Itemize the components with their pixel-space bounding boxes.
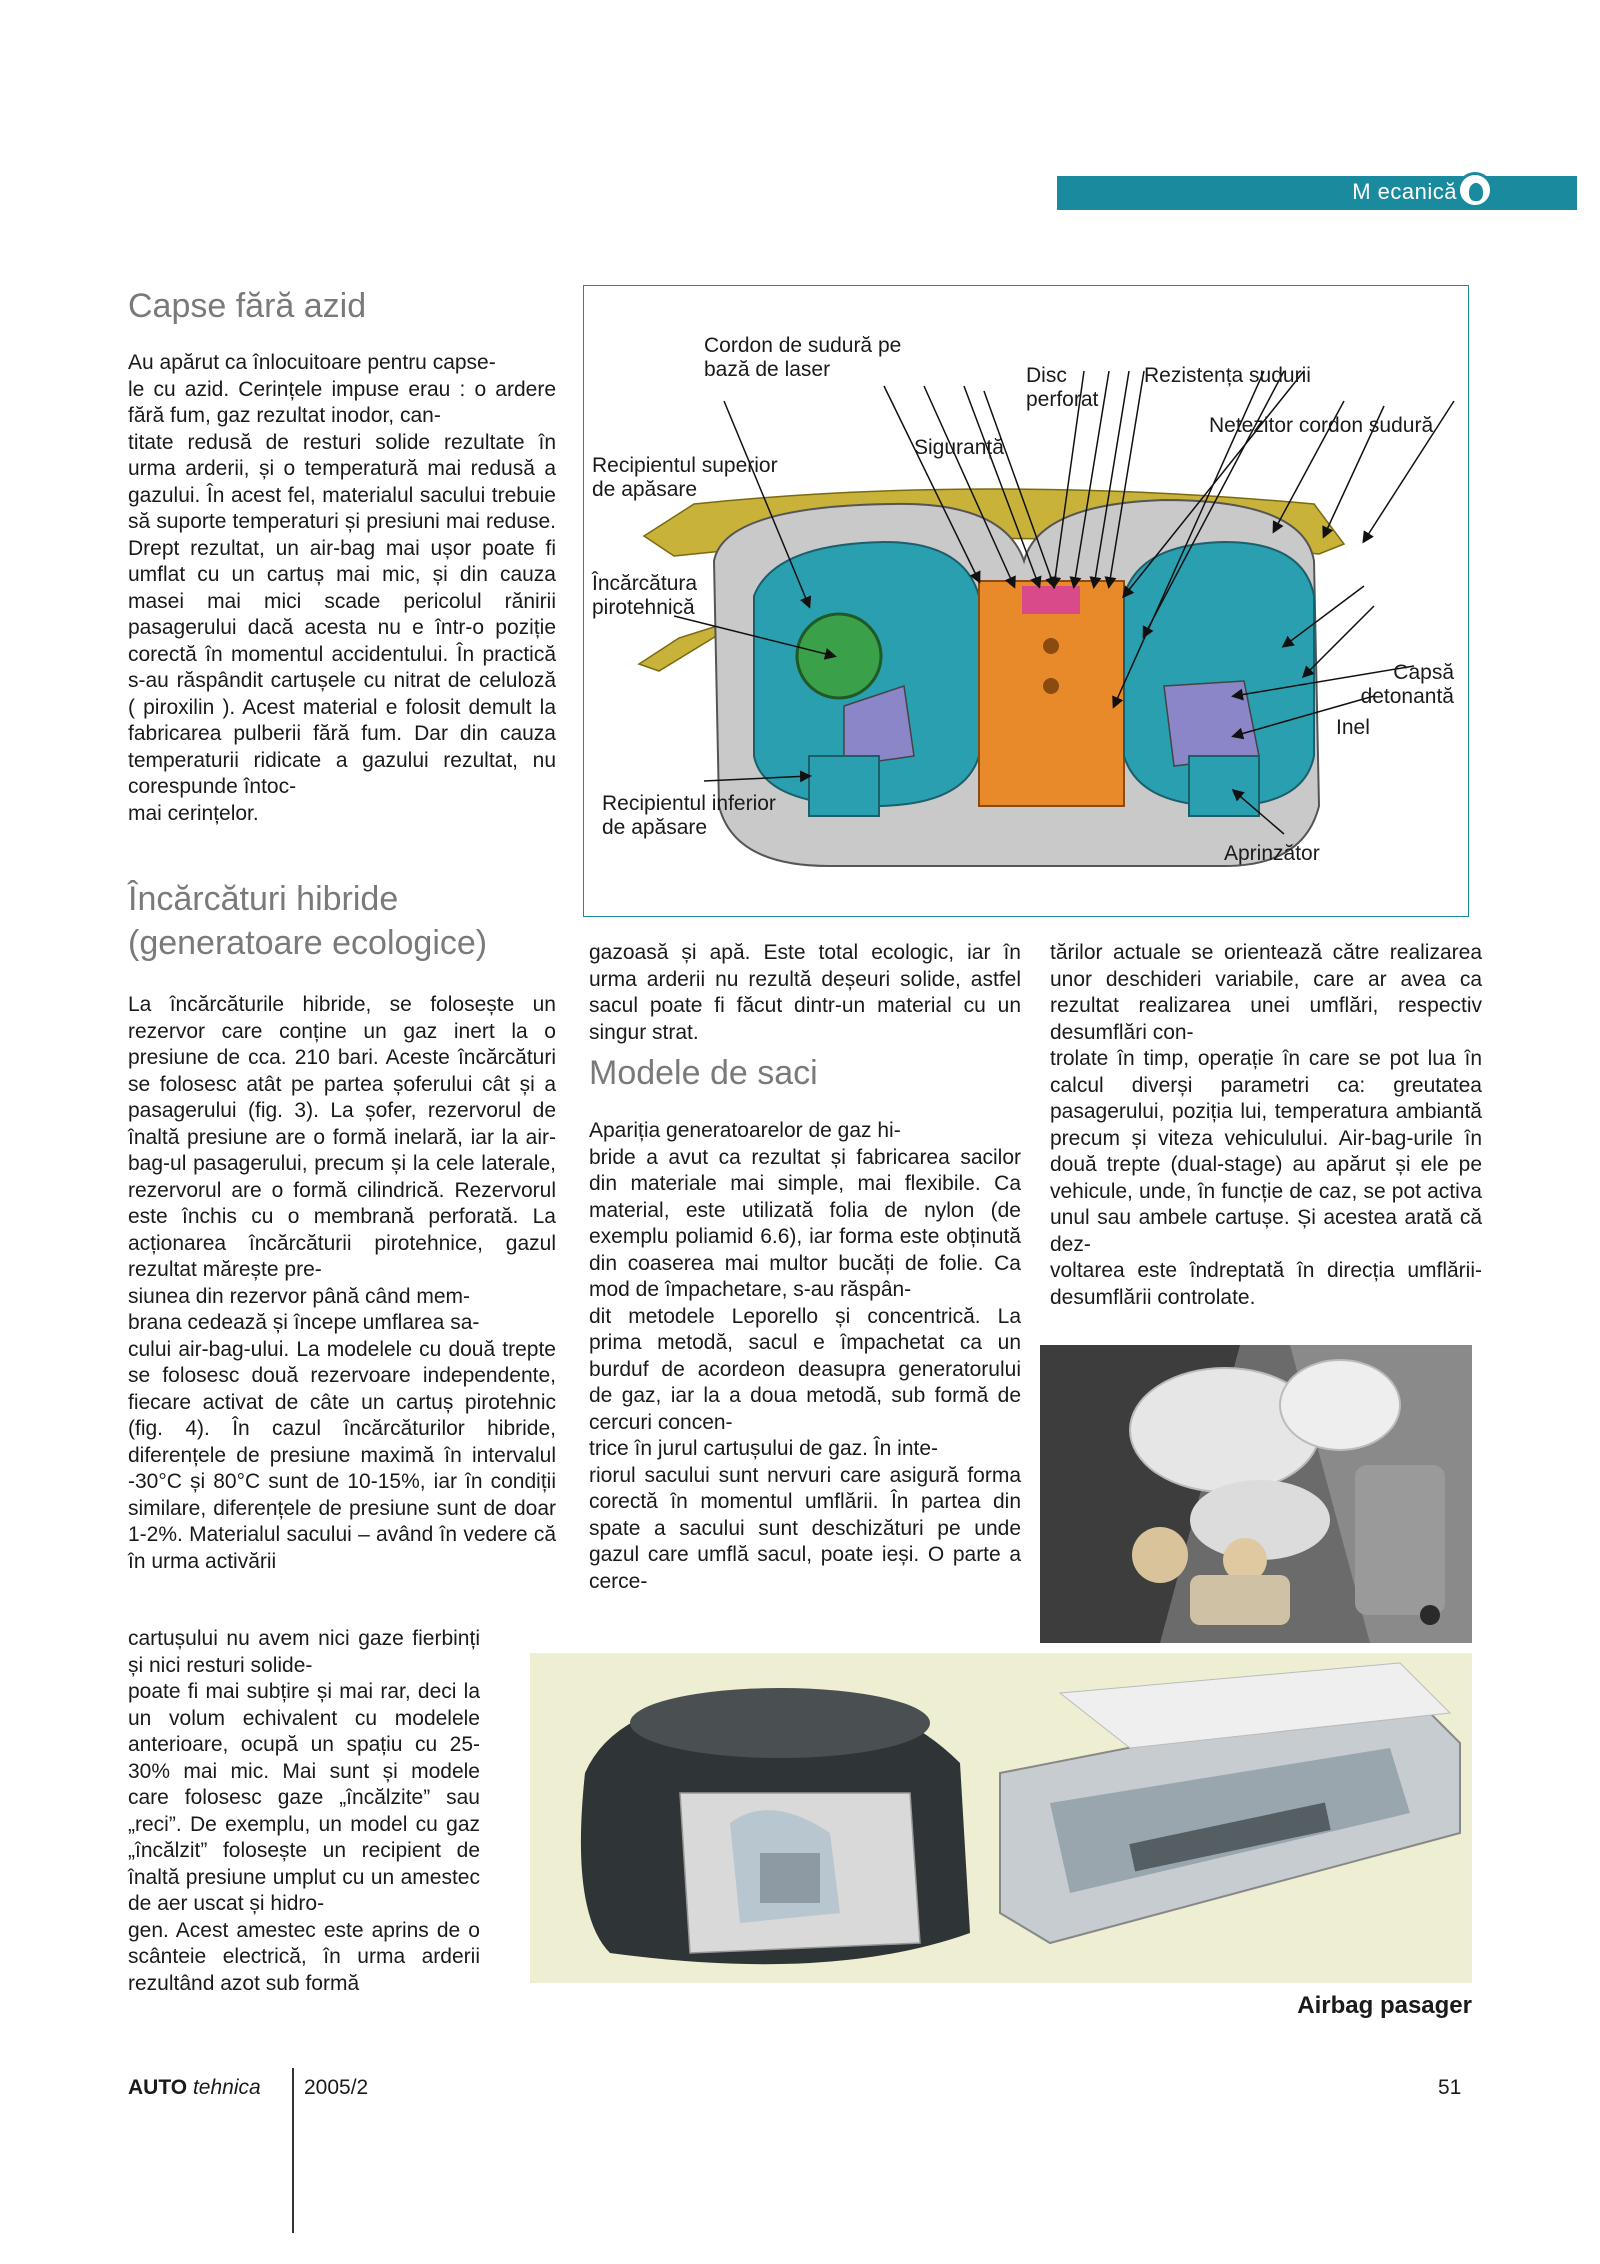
paragraph-modele: Apariția generatoarelor de gaz hi- bride a avut ca rezultat și fabricarea sacilor din materiale mai simple, mai flexibile. Ca material, este utilizată folia de nylon (de exemplu poliamid 6.6), iar forma este obținută din coaserea mai multor bucăți de folie. Ca mod de împachetare, s-au răspân- dit metodele Leporello și concentrică. La prima metodă, sacul e împachetat ca un burduf de acordeon deasupra generatorului de gaz, iar la a doua metodă, sub formă de cercuri concen- trice în jurul cartușului de gaz. În inte- riorul sacului sunt nervuri care asigură forma corectă în momentul umflării. În partea din spate a sacului sunt deschizături pe unde gazul care umflă sacul, poate ieși. O parte a cerce- [589, 1119, 1021, 1593]
magazine-brand: AUTO [128, 2076, 188, 2099]
label-disc: Disc perforat [1026, 364, 1099, 411]
label-capsa: Capsă detonantă [1360, 661, 1454, 708]
section-header-bar [1057, 176, 1577, 210]
passenger-airbag-photo [530, 1653, 1472, 1983]
label-incarcatura: Încărcătura pirotehnică [592, 572, 698, 619]
label-recipient-inferior: Recipientul inferior de apăsare [602, 792, 776, 839]
paragraph-hibride-cont: cartușului nu avem nici gaze fierbinți și nici resturi solide- poate fi mai subțire și mai rar, deci la un volum echivalent cu modelele anterioare, ocupă un spațiu cu 25-30% mai mic. Mai sunt și modele care folosesc gaze „încălzite” sau „reci”. De exemplu, un model cu gaz „încălzit” folosește un recipient de înaltă presiune umplut cu un amestec de aer uscat și hidro- gen. Acest amestec este aprins de o scânteie electrică, în urma arderii rezultând azot sub formă [128, 1627, 480, 1995]
page-number: 51 [1438, 2076, 1462, 2099]
label-netezitor: Netezitor cordon sudură [1209, 414, 1434, 437]
magazine-logo-icon [1457, 172, 1493, 208]
photo-caption: Airbag pasager [1297, 1992, 1472, 2019]
crash-test-photo [1040, 1345, 1472, 1643]
issue-number: 2005/2 [304, 2076, 369, 2099]
footer-divider [292, 2068, 294, 2233]
crash-test-illustration [1040, 1345, 1472, 1643]
heading-hibride-2: (generatoare ecologice) [128, 924, 488, 962]
magazine-name [128, 2076, 261, 2100]
magazine-brand-italic: tehnica [192, 2076, 261, 2099]
heading-modele: Modele de saci [589, 1054, 818, 1092]
section-title: M ecanică [1352, 179, 1457, 204]
label-recipient-superior: Recipientul superior de apăsare [592, 454, 778, 501]
label-aprinzator: Aprinzător [1224, 842, 1320, 865]
label-siguranta: Siguranță [914, 436, 1004, 459]
label-cordon: Cordon de sudură pe bază de laser [704, 334, 902, 381]
paragraph-cercetari: tărilor actuale se orientează către realizarea unor deschideri variabile, care ar avea ca rezultat realizarea unei umflări, respectiv desumflări con- trolate în timp, operație în care se pot lua în calcul diverși parametri ca: greutatea pasagerului, poziția lui, temperatura ambiantă precum și viteza vehiculului. Air-bag-urile în două trepte (dual-stage) au apărut și ele pe vehicule, unde, în funcție de caz, se pot activa unul sau ambele cartușe. Și acestea arată că dez- voltarea este îndreptată în direcția umflării-desumflării controlate. [1050, 941, 1482, 1309]
label-inel: Inel [1336, 716, 1370, 739]
label-rezistenta: Rezistența sudurii [1144, 364, 1311, 387]
paragraph-ecologic: gazoasă și apă. Este total ecologic, iar în urma arderii nu rezultă deșeuri solide, astfel sacul poate fi făcut dintr-un material cu un singur strat. [589, 941, 1021, 1044]
paragraph-hibride: La încărcăturile hibride, se folosește un rezervor care conține un gaz inert la o presiune de cca. 210 bari. Aceste încărcături se folosesc atât pe partea șoferului cât și a pasagerului (fig. 3). La șofer, rezervorul de înaltă presiune are o formă inelară, iar la air-bag-ul pasagerului, precum și la cele laterale, rezervorul are o formă cilindrică. Rezervorul este închis cu o membrană perforată. La acționarea încărcăturii pirotehnice, gazul rezultat mărește pre- siunea din rezervor până când mem- brana cedează și începe umflarea sa- cului air-bag-ului. La modelele cu două trepte se folosesc două rezervoare independente, fiecare activat de câte un cartuș pirotehnic (fig. 4). În cazul încărcăturilor hibride, diferențele de presiune maximă în intervalul -30°C și 80°C sunt de 10-15%, iar în condiții similare, diferențele de presiune sunt de doar 1-2%. Materialul sacului – având în vedere că în urma activării [128, 993, 556, 1573]
heading-hibride-1: Încărcături hibride [128, 880, 399, 918]
airbag-module-illustration [530, 1653, 1472, 1983]
heading-capse: Capse fără azid [128, 287, 367, 325]
paragraph-capse: Au apărut ca înlocuitoare pentru capse- le cu azid. Cerințele impuse erau : o ardere fără fum, gaz rezultat inodor, can- titate redusă de resturi solide rezultate în urma arderii, și o temperatură mai redusă a gazului. În acest fel, materialul sacului trebuie să suporte temperaturi și presiuni mai reduse. Drept rezultat, un air-bag mai ușor poate fi umflat cu un cartuș mai mic, și din cauza masei mai mici scade pericolul rănirii pasagerului dacă acesta nu e într-o poziție corectă în momentul accidentului. În practică s-au răspândit cartușele cu nitrat de celuloză ( piroxilin ). Acest material e folosit demult la fabricarea pulberii fără fum. Dar din cauza temperaturii ridicate a gazului rezultat, nu corespunde întoc- mai cerințelor. [128, 351, 556, 825]
airbag-generator-diagram [583, 285, 1469, 917]
